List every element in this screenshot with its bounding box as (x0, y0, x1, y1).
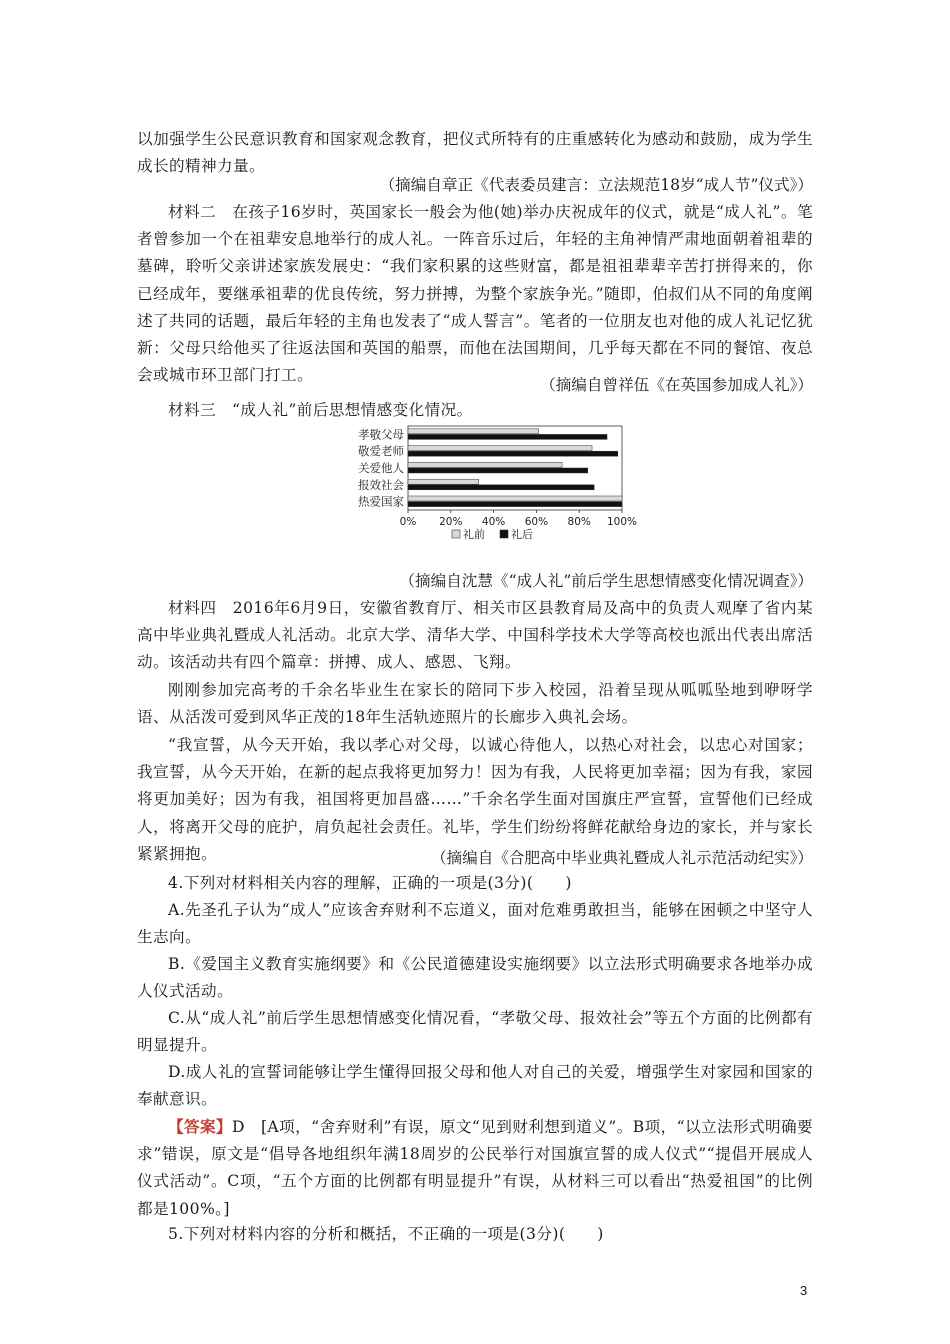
source-4: （摘编自《合肥高中毕业典礼暨成人礼示范活动纪实》） (430, 849, 813, 867)
option-d: D.成人礼的宣誓词能够让学生懂得回报父母和他人对自己的关爱，增强学生对家园和国家的奉献意识。 (137, 1063, 813, 1109)
material-4-intro: 材料四 2016年6月9日，安徽省教育厅、相关市区县教育局及高中的负责人观摩了省内某高中毕业典礼暨成人礼活动。北京大学、清华大学、中国科学技术大学等高校也派出代表出席活动。该活动共有四个篇章：拼搏、成人、感恩、飞翔。 (137, 599, 813, 672)
category-label: 孝敬父母 (358, 427, 404, 442)
emotion-change-chart (330, 420, 650, 550)
x-tick-label: 0% (399, 516, 417, 528)
bar-before (408, 479, 479, 484)
answer-text: D [A项，“舍弃财利”有误，原文“见到财利想到道义”。B项，“以立法形式明确要求”错误，原文是“倡导各地组织年满18周岁的公民举行对国旗宣誓的成人仪式”“提倡开展成人仪式活动”。C项，“五个方面的比例都有明显提升”有误，从材料三可以看出“热爱祖国”的比例都是100%。] (137, 1118, 814, 1218)
category-label: 报效社会 (358, 477, 404, 492)
material-2: 材料二 在孩子16岁时，英国家长一般会为他(她)举办庆祝成年的仪式，就是“成人礼”。笔者曾参加一个在祖辈安息地举行的成人礼。一阵音乐过后，年轻的主角神情严肃地面朝着祖辈的墓碑，聆听父亲讲述家族发展史：“我们家积累的这些财富，都是祖祖辈辈辛苦打拼得来的，你已经成年，要继承祖辈的优良传统，努力拼搏，为整个家族争光。”随即，伯叔们从不同的角度阐述了共同的话题，最后年轻的主角也发表了“成人誓言”。笔者的一位朋友也对他的成人礼记忆犹新：父母只给他买了往返法国和英国的船票，而他在法国期间，几乎每天都在不同的餐馆、夜总会或城市环卫部门打工。 (137, 203, 813, 385)
material-3-caption: 材料三 “成人礼”前后思想情感变化情况。 (168, 401, 473, 419)
legend-swatch-after (500, 530, 508, 538)
bar-after (408, 468, 588, 473)
x-tick-label: 20% (439, 516, 463, 528)
source-3: （摘编自沈慧《“成人礼”前后学生思想情感变化情况调查》） (399, 572, 813, 590)
category-label: 热爱国家 (358, 494, 404, 509)
bar-before (408, 496, 622, 501)
option-c: C.从“成人礼”前后学生思想情感变化情况看，“孝敬父母、报效社会”等五个方面的比例都有明显提升。 (137, 1009, 813, 1055)
bar-after (408, 451, 618, 456)
bar-after (408, 434, 607, 439)
x-tick-label: 60% (524, 516, 549, 528)
x-tick-label: 40% (481, 516, 506, 528)
answer-block (137, 1113, 813, 1223)
x-tick-label: 100% (606, 516, 638, 528)
material-4-walk: 刚刚参加完高考的千余名毕业生在家长的陪同下步入校园，沿着呈现从呱呱坠地到咿呀学语、从活泼可爱到风华正茂的18年生活轨迹照片的长廊步入典礼会场。 (137, 681, 813, 727)
bar-before (408, 429, 539, 434)
question-4-stem: 4.下列对材料相关内容的理解，正确的一项是(3分)( ) (168, 874, 572, 892)
option-a: A.先圣孔子认为“成人”应该舍弃财利不忘道义，面对危难勇敢担当，能够在困顿之中坚守人生志向。 (137, 901, 813, 947)
legend-label-before: 礼前 (463, 528, 485, 541)
legend-swatch-before (452, 530, 460, 538)
bar-after (408, 502, 622, 507)
category-label: 关爱他人 (358, 461, 404, 475)
material-4-oath: “我宣誓，从今天开始，我以孝心对父母，以诚心待他人，以热心对社会，以忠心对国家；我宣誓，从今天开始，在新的起点我将更加努力！因为有我，人民将更加幸福；因为有我，家园将更加美好；因为有我，祖国将更加昌盛……”千余名学生面对国旗庄严宣誓，宣誓他们已经成人，将离开父母的庇护，肩负起社会责任。礼毕，学生们纷纷将鲜花献给身边的家长，并与家长紧紧拥抱。 (137, 736, 813, 863)
bar-before (408, 462, 562, 467)
source-1: （摘编自章正《代表委员建言：立法规范18岁“成人节”仪式》） (379, 176, 813, 194)
source-2: （摘编自曾祥伍《在英国参加成人礼》） (540, 376, 813, 394)
page-number: 3 (800, 1283, 808, 1298)
bar-before (408, 446, 592, 451)
answer-tag: 【答案】 (168, 1117, 233, 1136)
intro-paragraph: 以加强学生公民意识教育和国家观念教育，把仪式所特有的庄重感转化为感动和鼓励，成为学生成长的精神力量。 (137, 130, 813, 176)
category-label: 敬爱老师 (358, 444, 404, 459)
bar-after (408, 485, 594, 490)
option-b: B.《爱国主义教育实施纲要》和《公民道德建设实施纲要》以立法形式明确要求各地举办成人仪式活动。 (137, 955, 813, 1001)
x-tick-label: 80% (567, 516, 591, 528)
legend-label-after: 礼后 (511, 528, 533, 541)
question-5-stem: 5.下列对材料内容的分析和概括，不正确的一项是(3分)( ) (168, 1225, 604, 1243)
